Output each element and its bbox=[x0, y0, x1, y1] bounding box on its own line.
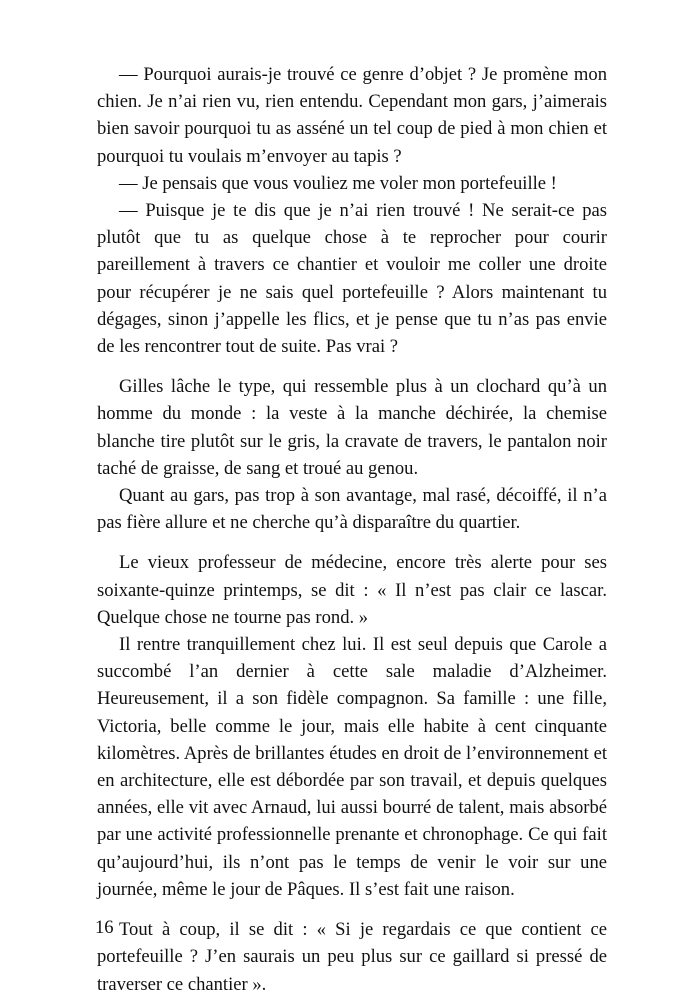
paragraph: Gilles lâche le type, qui ressemble plus à un clochard qu’à un homme du monde : la veste à la manche déchirée, la chemise blanche tire plutôt sur le gris, la cravate de travers, le pantalon noir taché de graisse, de sang et troué au genou. bbox=[97, 376, 607, 479]
body-text bbox=[97, 61, 607, 998]
paragraph: Le vieux professeur de médecine, encore très alerte pour ses soixante-quinze printemps, se dit : « Il n’est pas clair ce lascar. Quelque chose ne tourne pas rond. » bbox=[97, 552, 607, 628]
paragraph: — Puisque je te dis que je n’ai rien trouvé ! Ne serait-ce pas plutôt que tu as quelque chose à te reprocher pour courir pareillement à travers ce chantier et vouloir me coller une droite pour récupérer je ne sais quel portefeuille ? Alors maintenant tu dégages, sinon j’appelle les flics, et je pense que tu n’as pas envie de les rencontrer tout de suite. Pas vrai ? bbox=[97, 200, 607, 358]
paragraph: Quant au gars, pas trop à son avantage, mal rasé, décoiffé, il n’a pas fière allure et ne cherche qu’à disparaître du quartier. bbox=[97, 485, 607, 534]
paragraph: Il rentre tranquillement chez lui. Il est seul depuis que Carole a succombé l’an dernier à cette sale maladie d’Alzheimer. Heureusement, il a son fidèle compagnon. Sa famille : une fille, Victoria, belle comme le jour, mais elle habite à cent cinquante kilomètres. Après de brillantes études en droit de l’environnement et en architecture, elle est débordée par son travail, et depuis quelques années, elle vit avec Arnaud, lui aussi bourré de talent, mais absorbé par une activité professionnelle prenante et chronophage. Ce qui fait qu’aujourd’hui, ils n’ont pas le temps de venir le voir sur une journée, même le jour de Pâques. Il s’est fait une raison. bbox=[97, 634, 607, 900]
paragraph: Tout à coup, il se dit : « Si je regardais ce que contient ce portefeuille ? J’en saurais un peu plus sur ce gaillard si pressé de traverser ce chantier ». bbox=[97, 919, 607, 995]
paragraph: — Pourquoi aurais-je trouvé ce genre d’objet ? Je promène mon chien. Je n’ai rien vu, rien entendu. Cependant mon gars, j’aimerais bien savoir pourquoi tu as asséné un tel coup de pied à mon chien et pourquoi tu voulais m’envoyer au tapis ? bbox=[97, 64, 607, 167]
paragraph: — Je pensais que vous vouliez me voler mon portefeuille ! bbox=[119, 172, 557, 194]
page-number: 16 bbox=[95, 917, 114, 938]
